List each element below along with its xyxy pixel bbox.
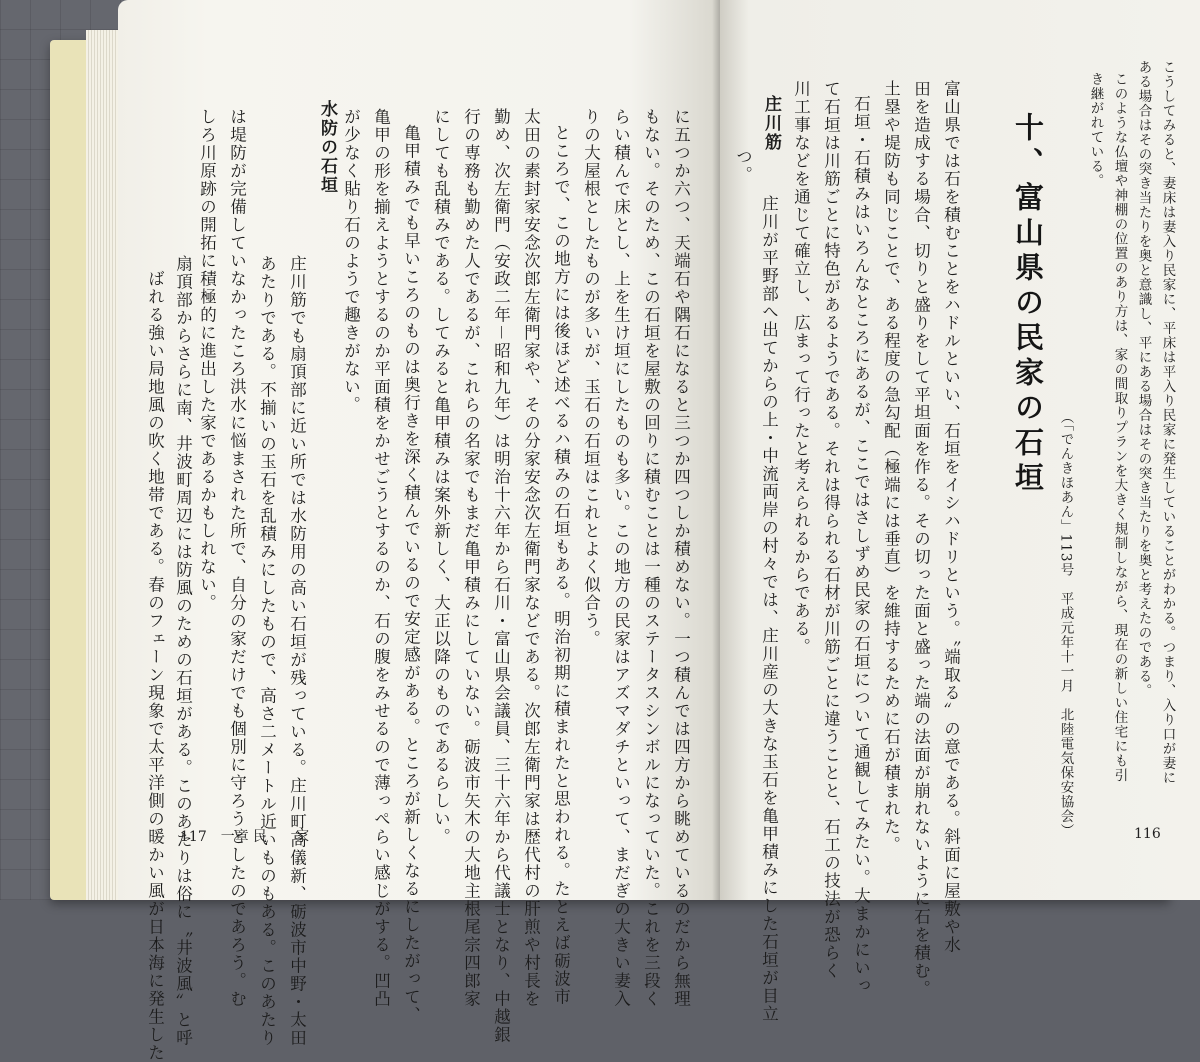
page-folio-117: 117 一章 民 家 [180, 829, 310, 845]
text-column: りの大屋根としたものが多いが、玉石の石垣はこれとよく似合う。 [581, 108, 601, 648]
section-heading: 水防の石垣 [317, 100, 337, 195]
text-column: て石垣は川筋ごとに特色があるようである。それは得られる石材が川筋ごとに違うことと、石工の技法が恐らく [821, 80, 841, 980]
intro-column: き継がれている。 [1087, 72, 1104, 188]
section-title: 十、富山県の民家の石垣 [1011, 112, 1045, 497]
text-column: 川工事などを通じて確立し、広まって行ったと考えられるからである。 [791, 80, 811, 656]
intro-column: ある場合はその突き当たりを奥と意識し、平にある場合はその突き当たりを奥と考えたのである。 [1135, 60, 1152, 698]
text-column: にしても乱積みである。してみると亀甲積みは案外新しく、大正以降のものであるらしい。 [431, 108, 451, 846]
intro-column: このような仏壇や神棚の位置のあり方は、家の間取りプランを大きく規制しながら、現在の新しい住宅にも引 [1111, 72, 1128, 783]
page-folio-116: 116 [1134, 826, 1161, 842]
intro-column: こうしてみると、妻床は妻入り民家に、平床は平入り民家に発生していることがわかる。つまり、入り口が妻に [1159, 60, 1176, 785]
text-column: 行の専務も勤めた人であるが、これらの名家でもまだ亀甲積みにしていない。砺波市矢木の大地主根尾宗四郎家 [461, 108, 481, 1008]
text-column: 石垣・石積みはいろんなところにあるが、ここではさしずめ民家の石垣について通観してみたい。大まかにいっ [851, 95, 871, 995]
text-column: は堤防が完備していなかったころ洪水に悩まされた所で、自分の家だけでも個別に守ろうとしたのであろう。む [227, 108, 247, 1008]
text-column: 田を造成する場合、切りと盛りをして平坦面を作る。その切った面と盛った端の法面が崩れないように石を積む。 [911, 80, 931, 998]
text-column: 土塁や堤防も同じことで、ある程度の急勾配（極端には垂直）を維持するために石が積まれた。 [881, 80, 901, 854]
text-column: に五つか六つ、天端石や隅石になると三つか四つしか積めない。一つ積んでは四方から眺めているのだから無理 [671, 108, 691, 1008]
text-column: 亀甲の形を揃えようとするのか平面積をかせごうとするのか、石の腹をみせるので薄っぺらい感じがする。凹凸 [371, 108, 391, 1008]
text-column: 勤め、次左衛門（安政二年－昭和九年）は明治十六年から石川・富山県会議員、三十六年から代議士となり、中越銀 [491, 108, 511, 1044]
right-page [720, 0, 1200, 1023]
text-column: もない。そのため、この石垣を屋敷の回りに積むことは一種のステータスシンボルになっていた。これを三段く [641, 108, 661, 1008]
text-column: つ。 [733, 148, 753, 184]
text-column: 庄川筋でも扇頂部に近い所では水防用の高い石垣が残っている。庄川町高儀新、砺波市中野・太田 [287, 255, 307, 1047]
text-column: 庄川が平野部へ出てからの上・中流両岸の村々では、庄川産の大きな玉石を亀甲積みにした石垣が目立 [759, 195, 779, 1023]
text-column: ところで、この地方には後ほど述べるハ積みの石垣もある。明治初期に積まれたと思われる。たとえば砺波市 [551, 124, 571, 1006]
left-page [118, 0, 720, 1062]
text-column: ばれる強い局地風の吹く地帯である。春のフェーン現象で太平洋側の暖かい風が日本海に発生した [145, 270, 165, 1062]
section-heading-shogawa: 庄川筋 [761, 95, 781, 152]
text-column: らい積んで床とし、上を生け垣にしたものも多い。この地方の民家はアズマダチといって、まだぎの大きい妻入 [611, 108, 631, 1008]
text-column: 亀甲積みでも早いころのものは奥行きを深く積んでいるので安定感がある。ところが新しくなるにしたがって、 [401, 124, 421, 1024]
citation: （「でんきほあん」113号 平成元年十一月 北陸電気保安協会） [1057, 410, 1074, 839]
text-column: 扇頂部からさらに南、井波町周辺には防風のための石垣がある。このあたりは俗に〝井波風〟と呼 [173, 255, 193, 1047]
text-column: 太田の素封家安念次郎左衛門家や、その分家安念次左衛門家などである。次郎左衛門家は歴代村の肝煎や村長を [521, 108, 541, 1008]
text-column: しろ川原跡の開拓に積極的に進出した家であるかもしれない。 [197, 108, 217, 612]
text-column: 富山県では石を積むことをハドルといい、石垣をイシハドリという。〝端取る〟の意である。斜面に屋敷や水 [941, 80, 961, 954]
text-column: あたりである。不揃いの玉石を乱積みにしたもので、高さ二メートル近いものもある。このあたり [257, 255, 277, 1047]
text-column: が少なく貼り石のようで趣きがない。 [341, 108, 361, 414]
